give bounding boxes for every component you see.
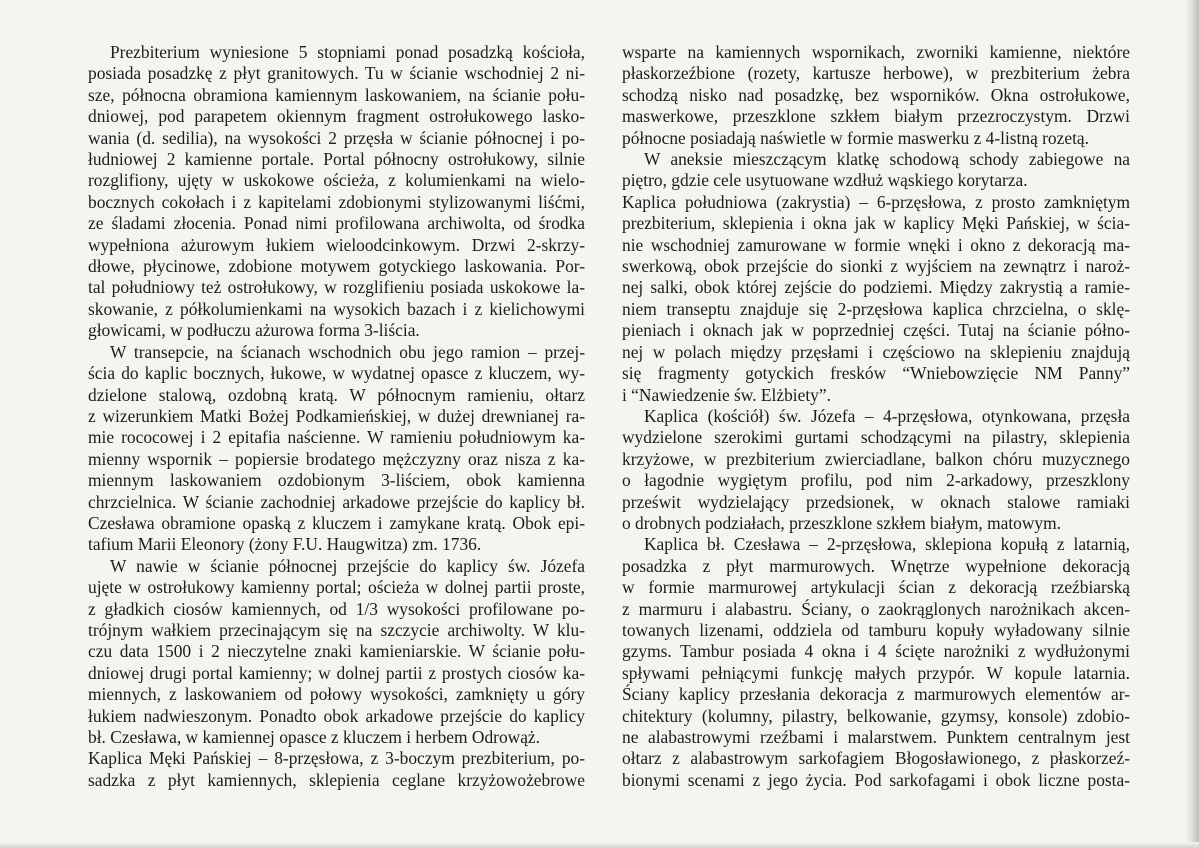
text-line: sze, północna obramiona kamiennym laskowaniem, na ścianie połu- [88, 84, 585, 105]
text-line: wania (d. sedilia), na wysokości 2 przęsła w ścianie północnej i po- [88, 127, 585, 148]
text-line: z gładkich ciosów kamiennych, od 1/3 wysokości profilowane po- [88, 598, 585, 619]
text-line: ujęte w ostrołukowy kamienny portal; ościeża w dolnej partii proste, [88, 577, 585, 598]
text-line: Prezbiterium wyniesione 5 stopniami ponad posadzką kościoła, [110, 42, 585, 62]
text-line: dniowej drugi portal kamienny; w dolnej partii z prostych ciosów ka- [88, 662, 585, 683]
text-line: ze śladami złocenia. Ponad nimi profilowana archiwolta, od środka [88, 213, 585, 234]
text-line: piętro, gdzie cele usytuowane wzdłuż wąskiego korytarza. [622, 170, 1028, 191]
text-line: W aneksie mieszczącym klatkę schodową schody zabiegowe na [644, 149, 1130, 170]
text-line: łudniowej 2 kamienne portale. Portal północny ostrołukowy, silnie [88, 149, 585, 170]
text-line: bionymi scenami z jego życia. Pod sarkofagami i obok liczne posta- [622, 769, 1130, 790]
text-line: Kaplica Męki Pańskiej – 8-przęsłowa, z 3-boczym prezbiterium, po- [88, 748, 585, 769]
text-line: wydzielone szerokimi gurtami schodzącymi na pilastry, sklepienia [622, 427, 1130, 448]
page-edge-shadow [1185, 0, 1199, 848]
text-line: nie wschodniej zamurowane w formie wnęki i okno z dekoracją ma- [622, 234, 1130, 255]
text-line: schodzą nisko nad posadzkę, bez wsporników. Okna ostrołukowe, [622, 84, 1130, 105]
text-line: Ściany kaplicy przesłania dekoracja z marmurowych elementów ar- [622, 684, 1130, 705]
text-line: bocznych cokołach i z kapitelami zdobionymi stylizowanymi liśćmi, [88, 191, 585, 212]
text-line: posadzka z płyt marmurowych. Wnętrze wypełnione dekoracją [622, 555, 1130, 576]
text-line: nej salki, obok której zejście do podziemi. Między zakrystią a ramie- [622, 277, 1130, 298]
text-line: chrzcielnica. W ścianie zachodniej arkadowe przejście do kaplicy bł. [88, 491, 585, 512]
text-line: mie rococowej i 2 epitafia naścienne. W ramieniu południowym ka- [88, 427, 585, 448]
text-line: swerkową, obok przejście do sionki z wyjściem na zewnątrz i naroż- [622, 256, 1130, 277]
text-line: towanych lizenami, oddziela od tamburu kopuły wyładowany silnie [622, 619, 1130, 640]
text-line: w formie marmurowej artykulacji ścian z dekoracją rzeźbiarską [622, 577, 1130, 598]
text-line: skowanie, z półkolumienkami na wysokich bazach i z kielichowymi [88, 298, 585, 319]
text-line: wypełniona ażurowym łukiem wieloodcinkowym. Drzwi 2-skrzy- [88, 234, 585, 255]
text-line: i “Nawiedzenie św. Elżbiety”. [622, 384, 831, 405]
text-line: Kaplica południowa (zakrystia) – 6-przęsłowa, z prosto zamkniętym [622, 191, 1130, 212]
text-line: rozglifiony, ujęty w uskokowe ościeża, z kolumienkami na wielo- [88, 170, 585, 191]
text-line: o łagodnie wygiętym profilu, pod nim 2-arkadowy, przeszklony [622, 470, 1130, 491]
text-line: dniowej, pod parapetem okiennym fragment ostrołukowego lasko- [88, 106, 585, 127]
page-bottom-edge [0, 842, 1199, 848]
text-line: północne posiadają naświetle w formie maswerku z 4-listną rozetą. [622, 127, 1089, 148]
text-line: wsparte na kamiennych wspornikach, zworniki kamienne, niektóre [622, 42, 1130, 62]
text-line: prześwit wydzielający przedsionek, w oknach stalowe ramiaki [622, 491, 1130, 512]
text-line: maswerkowe, przeszklone szkłem białym przezroczystym. Drzwi [622, 106, 1130, 127]
text-line: posiada posadzkę z płyt granitowych. Tu w ścianie wschodniej 2 ni- [88, 63, 585, 84]
text-line: płaskorzeźbione (rozety, kartusze herbowe), w prezbiterium żebra [622, 63, 1130, 84]
text-line: czu data 1500 i 2 nieczytelne znaki kamieniarskie. W ścianie połu- [88, 641, 585, 662]
text-line: trójnym wałkiem przecinającym się na szczycie archiwolty. W klu- [88, 619, 585, 640]
text-line: gzyms. Tambur posiada 4 okna i 4 ścięte narożniki z wydłużonymi [622, 641, 1130, 662]
text-line: się fragmenty gotyckich fresków “Wniebowzięcie NM Panny” [622, 363, 1130, 384]
text-line: Kaplica bł. Czesława – 2-przęsłowa, sklepiona kopułą z latarnią, [644, 534, 1130, 555]
text-line: bł. Czesława, w kamiennej opasce z kluczem i herbem Odrowąż. [88, 727, 540, 747]
text-line: miennym laskowaniem ozdobionym 3-liściem, obok kamienna [88, 470, 585, 491]
text-column-left [88, 42, 585, 791]
text-line: Czesława obramione opaską z kluczem i zamykane kratą. Obok epi- [88, 512, 585, 533]
text-line: tafium Marii Eleonory (żony F.U. Haugwitza) zm. 1736. [88, 534, 482, 555]
text-line: ołtarz z alabastrowym sarkofagiem Błogosławionego, z płaskorzeź- [622, 748, 1130, 769]
text-line: W nawie w ścianie północnej przejście do kaplicy św. Józefa [110, 555, 585, 576]
text-line: łukiem nadwieszonym. Ponadto obok arkadowe przejście do kaplicy [88, 705, 585, 726]
text-line: dłowe, płycinowe, zdobione motywem gotyckiego laskowania. Por- [88, 256, 585, 277]
text-line: dzielone stalową, ozdobną kratą. W północnym ramieniu, ołtarz [88, 384, 585, 405]
text-line: z wizerunkiem Matki Bożej Podkamieńskiej, w dużej drewnianej ra- [88, 405, 585, 426]
text-line: miennych, z laskowaniem od połowy wysokości, zamknięty u góry [88, 684, 585, 705]
text-line: niem transeptu znajduje się 2-przęsłowa kaplica chrzcielna, o sklę- [622, 298, 1130, 319]
text-line: mienny wspornik – popiersie brodatego mężczyzny oraz nisza z ka- [88, 448, 585, 469]
text-line: ścia do kaplic bocznych, łukowe, w wydatnej opasce z kluczem, wy- [88, 363, 585, 384]
text-line: o drobnych podziałach, przeszklone szkłem białym, matowym. [622, 512, 1061, 533]
text-line: sadzka z płyt kamiennych, sklepienia ceglane krzyżowożebrowe [88, 769, 585, 790]
text-line: pieniach i oknach jak w poprzedniej części. Tutaj na ścianie półno- [622, 320, 1130, 341]
text-line: ne alabastrowymi rzeźbami i malarstwem. Punktem centralnym jest [622, 727, 1130, 747]
text-line: nej w polach między przęsłami i częściowo na sklepieniu znajdują [622, 341, 1130, 362]
text-line: krzyżowe, w prezbiterium zwierciadlane, balkon chóru muzycznego [622, 448, 1130, 469]
text-line: chitektury (kolumny, pilastry, belkowanie, gzymsy, konsole) zdobio- [622, 705, 1130, 726]
text-column-right [622, 42, 1130, 791]
text-line: głowicami, w podłuczu ażurowa forma 3-liścia. [88, 320, 420, 341]
text-line: Kaplica (kościół) św. Józefa – 4-przęsłowa, otynkowana, przęsła [644, 405, 1130, 426]
text-line: W transepcie, na ścianach wschodnich obu jego ramion – przej- [110, 341, 585, 362]
text-line: spływami pełniącymi funkcję małych przypór. W kopule latarnia. [622, 662, 1130, 683]
text-line: prezbiterium, sklepienia i okna jak w kaplicy Męki Pańskiej, w ścia- [622, 213, 1130, 234]
text-line: z marmuru i alabastru. Ściany, o zaokrąglonych narożnikach akcen- [622, 598, 1130, 619]
text-line: tal południowy też ostrołukowy, w rozglifieniu posiada uskokowe la- [88, 277, 585, 298]
